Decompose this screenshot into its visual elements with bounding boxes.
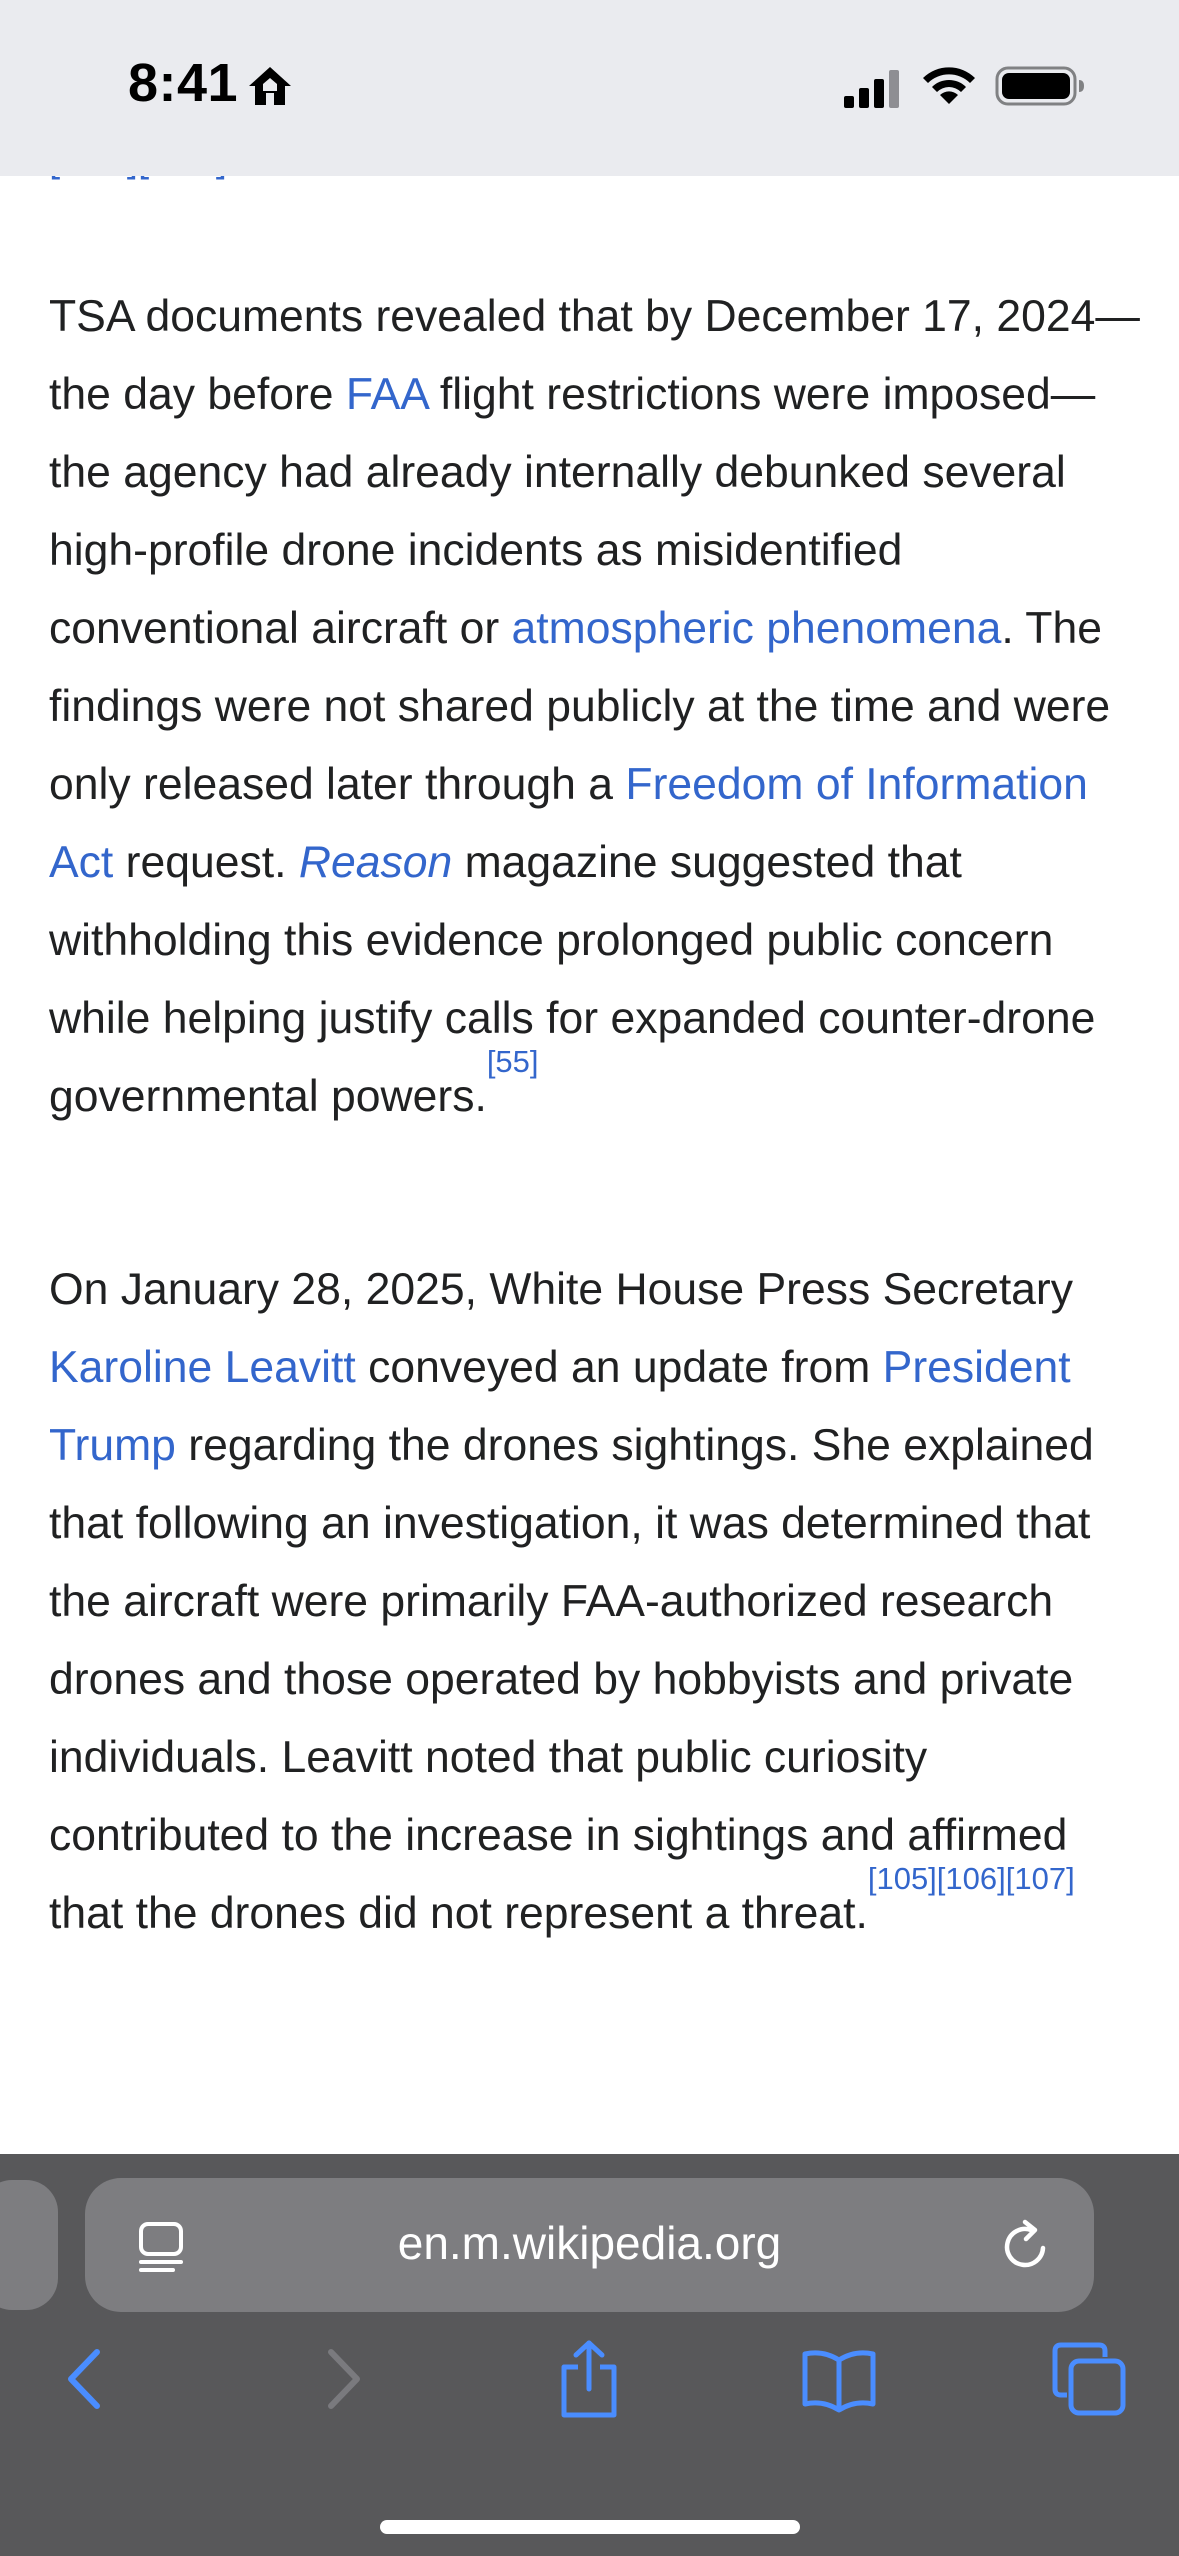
text-run: TSA documents revealed that by December 17, 2024—the day before [49, 292, 1140, 419]
text-run: flight restrictions were imposed—the agency had already internally debunked several high-profile drone incidents as misidentified conventional aircraft or [49, 370, 1096, 653]
citation-55[interactable]: [55] [486, 1044, 539, 1079]
bookmarks-button[interactable] [794, 2334, 884, 2424]
previous-tab-preview[interactable] [0, 2180, 58, 2310]
status-bar [0, 0, 1179, 176]
bookmarks-icon [799, 2344, 879, 2414]
status-time: 8:41 [128, 53, 239, 113]
text-run: On January 28, 2025, White House Press Secretary [49, 1265, 1073, 1314]
reload-icon[interactable] [997, 2218, 1053, 2274]
text-run: . The findings were not shared publicly at the time and were only released later through a [49, 604, 1111, 809]
home-icon [246, 62, 294, 110]
share-icon [554, 2339, 624, 2419]
cellular-signal-icon [844, 68, 902, 108]
link-karoline-leavitt[interactable]: Karoline Leavitt [49, 1343, 356, 1392]
back-icon [57, 2344, 117, 2414]
forward-button[interactable] [296, 2334, 386, 2424]
address-bar[interactable] [85, 2178, 1094, 2312]
text-run: conveyed an update from [355, 1343, 883, 1392]
tabs-button[interactable] [1044, 2334, 1134, 2424]
home-indicator[interactable] [380, 2520, 800, 2534]
share-button[interactable] [544, 2334, 634, 2424]
link-faa[interactable]: FAA [345, 370, 428, 419]
paragraph-tsa-documents [49, 278, 1149, 1136]
link-president-trump[interactable]: President Trump [49, 1343, 1071, 1470]
wifi-icon [920, 64, 978, 108]
browser-toolbar [0, 2154, 1179, 2556]
citation-107[interactable]: [107] [1005, 1861, 1075, 1896]
tabs-icon [1051, 2341, 1127, 2417]
citation-105[interactable]: [105] [867, 1861, 937, 1896]
link-freedom-of-information-act[interactable]: Freedom of Information Act [49, 760, 1088, 887]
link-atmospheric-phenomena[interactable]: atmospheric phenomena [511, 604, 1002, 653]
text-run: magazine suggested that withholding this evidence prolonged public concern while helping justify calls for expanded counter-drone governmental powers. [49, 838, 1096, 1121]
text-run: regarding the drones sightings. She explained that following an investigation, it was determined that the aircraft were primarily FAA-authorized research drones and those operated by hobbyists and private individuals. Leavitt noted that public curiosity contributed to the increase in sightings and affirmed that the drones did not represent a threat. [49, 1421, 1094, 1938]
back-button[interactable] [42, 2334, 132, 2424]
battery-icon [995, 64, 1085, 108]
url-text: en.m.wikipedia.org [397, 2217, 782, 2269]
text-run: request. [113, 838, 299, 887]
citation-106[interactable]: [106] [936, 1861, 1006, 1896]
link-reason-magazine[interactable]: Reason [298, 838, 453, 887]
paragraph-leavitt-update [49, 1251, 1149, 1953]
forward-icon [311, 2344, 371, 2414]
article-content [0, 176, 1179, 2154]
